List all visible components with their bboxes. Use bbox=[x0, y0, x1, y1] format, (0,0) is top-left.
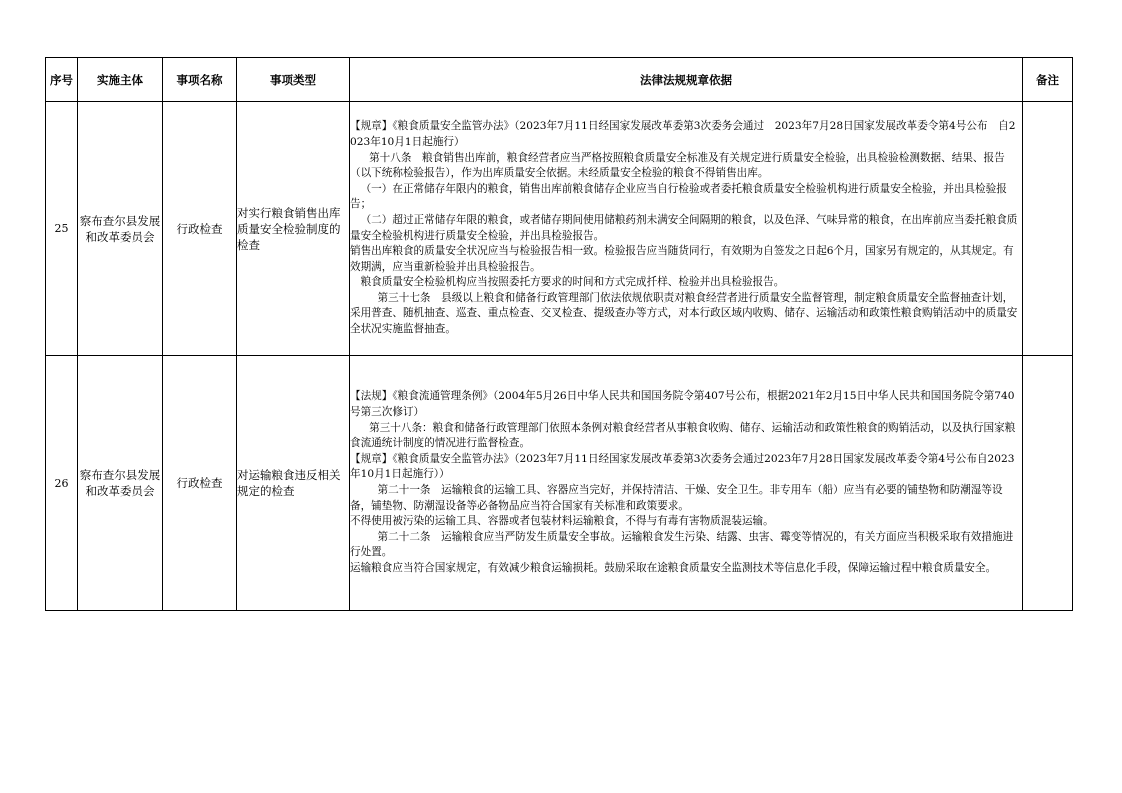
row-type: 对运输粮食违反相关规定的检查 bbox=[237, 356, 350, 611]
basis-paragraph: 第三十八条：粮食和储备行政管理部门依照本条例对粮食经营者从事粮食收购、储存、运输活动和政策性粮食的购销活动，以及执行国家粮食流通统计制度的情况进行监督检查。 bbox=[350, 421, 1016, 450]
header-name: 事项名称 bbox=[163, 58, 237, 102]
basis-paragraph: 第二十一条 运输粮食的运输工具、容器应当完好，并保持清洁、干燥、安全卫生。非专用车（船）应当有必要的铺垫物和防潮湿等设备，铺垫物、防潮湿设备等必备物品应当符合国家有关标准和政策要求。 bbox=[350, 484, 1003, 512]
basis-paragraph: 不得使用被污染的运输工具、容器或者包装材料运输粮食，不得与有毒有害物质混装运输。 bbox=[350, 515, 774, 528]
row-index: 25 bbox=[46, 102, 78, 356]
table-row bbox=[46, 356, 1073, 611]
regulation-table bbox=[45, 57, 1073, 611]
header-index: 序号 bbox=[46, 58, 78, 102]
row-subject: 察布查尔县发展和改革委员会 bbox=[78, 356, 163, 611]
basis-paragraph: 第十八条 粮食销售出库前，粮食经营者应当严格按照粮食质量安全标准及有关规定进行质量安全检验，出具检验检测数据、结果、报告（以下统称检验报告），作为出库质量安全依据。未经质量安全检验的粮食不得销售出库。 bbox=[350, 151, 1005, 180]
basis-paragraph: 第二十二条 运输粮食应当严防发生质量安全事故。运输粮食发生污染、结露、虫害、霉变等情况的，有关方面应当积极采取有效措施进行处置。 bbox=[350, 530, 1014, 559]
header-basis: 法律法规规章依据 bbox=[350, 58, 1023, 102]
header-type: 事项类型 bbox=[237, 58, 350, 102]
basis-paragraph: （一）在正常储存年限内的粮食，销售出库前粮食储存企业应当自行检验或者委托粮食质量安全检验机构进行质量安全检验，并出具检验报告； bbox=[350, 182, 1007, 211]
row-name: 行政检查 bbox=[163, 102, 237, 356]
table-row bbox=[46, 102, 1073, 356]
row-remark bbox=[1023, 356, 1073, 611]
basis-text bbox=[350, 119, 1022, 337]
basis-paragraph: （二）超过正常储存年限的粮食，或者储存期间使用储粮药剂未满安全间隔期的粮食，以及色泽、气味异常的粮食，在出库前应当委托粮食质量安全检验机构进行质量安全检验，并出具检验报告。 bbox=[350, 213, 1018, 242]
row-subject: 察布查尔县发展和改革委员会 bbox=[78, 102, 163, 356]
basis-paragraph: 销售出库粮食的质量安全状况应当与检验报告相一致。检验报告应当随货同行，有效期为自签发之日起6个月，国家另有规定的，从其规定。有效期满，应当重新检验并出具检验报告。 bbox=[350, 245, 1014, 273]
row-basis bbox=[350, 356, 1023, 611]
header-subject: 实施主体 bbox=[78, 58, 163, 102]
row-remark bbox=[1023, 102, 1073, 356]
row-basis bbox=[350, 102, 1023, 356]
header-row bbox=[46, 58, 1073, 102]
basis-text bbox=[350, 389, 1022, 576]
basis-paragraph: 运输粮食应当符合国家规定，有效减少粮食运输损耗。鼓励采取在途粮食质量安全监测技术等信息化手段，保障运输过程中粮食质量安全。 bbox=[350, 561, 997, 574]
row-type: 对实行粮食销售出库质量安全检验制度的检查 bbox=[237, 102, 350, 356]
basis-paragraph: 第三十七条 县级以上粮食和储备行政管理部门依法依规依职责对粮食经营者进行质量安全监督管理，制定粮食质量安全监督抽查计划，采用普查、随机抽查、巡查、重点检查、交叉检查、提级查办等方式，对本行政区域内收购、储存、运输活动和政策性粮食购销活动中的质量安全状况实施监督抽查。 bbox=[350, 291, 1018, 336]
basis-paragraph: 【规章】《粮食质量安全监管办法》（2023年7月11日经国家发展改革委第3次委务会通过 2023年7月28日国家发展改革委令第4号公布 自2023年10月1日起施行） bbox=[350, 120, 1016, 148]
basis-paragraph: 【法规】《粮食流通管理条例》（2004年5月26日中华人民共和国国务院令第407号公布，根据2021年2月15日中华人民共和国国务院令第740号第三次修订） bbox=[350, 390, 1015, 419]
row-index: 26 bbox=[46, 356, 78, 611]
row-name: 行政检查 bbox=[163, 356, 237, 611]
header-remark: 备注 bbox=[1023, 58, 1073, 102]
basis-paragraph: 【规章】《粮食质量安全监管办法》（2023年7月11日经国家发展改革委第3次委务会通过2023年7月28日国家发展改革委令第4号公布自2023年10月1日起施行）） bbox=[350, 452, 1015, 481]
basis-paragraph: 粮食质量安全检验机构应当按照委托方要求的时间和方式完成扦样、检验并出具检验报告。 bbox=[360, 276, 785, 289]
